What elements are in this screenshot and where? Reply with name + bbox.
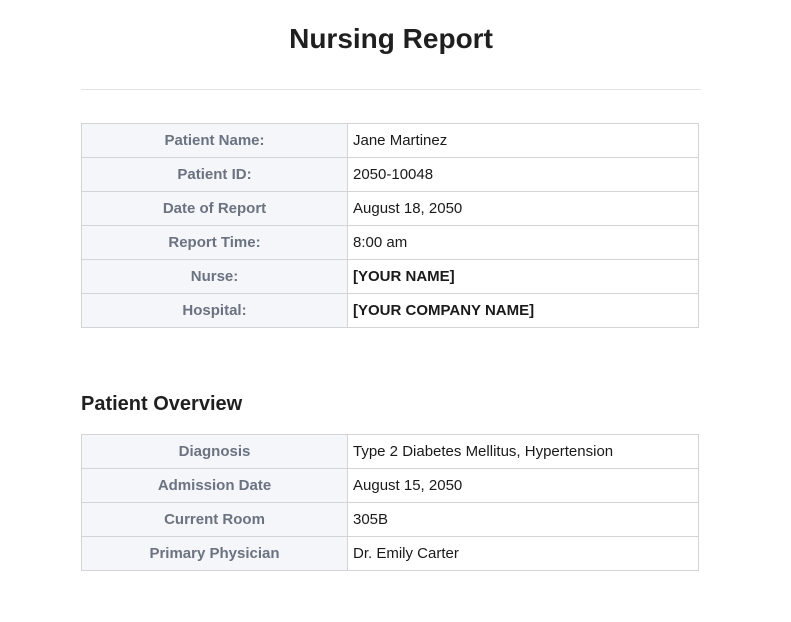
current-room-label: Current Room [82, 503, 348, 537]
table-row [82, 226, 699, 260]
patient-id-label: Patient ID: [82, 158, 348, 192]
report-date-label: Date of Report [82, 192, 348, 226]
patient-name-label: Patient Name: [82, 124, 348, 158]
primary-physician-value: Dr. Emily Carter [348, 537, 699, 571]
table-row [82, 158, 699, 192]
patient-id-value: 2050-10048 [348, 158, 699, 192]
table-row [82, 192, 699, 226]
patient-info-table [81, 123, 699, 328]
title-divider [81, 89, 701, 90]
table-row [82, 260, 699, 294]
nurse-value: [YOUR NAME] [348, 260, 699, 294]
table-row [82, 124, 699, 158]
hospital-value: [YOUR COMPANY NAME] [348, 294, 699, 328]
table-row [82, 435, 699, 469]
report-time-label: Report Time: [82, 226, 348, 260]
patient-overview-table [81, 434, 699, 571]
report-time-value: 8:00 am [348, 226, 699, 260]
table-row [82, 294, 699, 328]
table-row [82, 469, 699, 503]
primary-physician-label: Primary Physician [82, 537, 348, 571]
report-date-value: August 18, 2050 [348, 192, 699, 226]
current-room-value: 305B [348, 503, 699, 537]
nurse-label: Nurse: [82, 260, 348, 294]
patient-name-value: Jane Martinez [348, 124, 699, 158]
table-row [82, 537, 699, 571]
patient-overview-heading: Patient Overview [81, 393, 243, 415]
diagnosis-value: Type 2 Diabetes Mellitus, Hypertension [348, 435, 699, 469]
hospital-label: Hospital: [82, 294, 348, 328]
table-row [82, 503, 699, 537]
diagnosis-label: Diagnosis [82, 435, 348, 469]
admission-date-label: Admission Date [82, 469, 348, 503]
admission-date-value: August 15, 2050 [348, 469, 699, 503]
page-title: Nursing Report [289, 23, 493, 54]
